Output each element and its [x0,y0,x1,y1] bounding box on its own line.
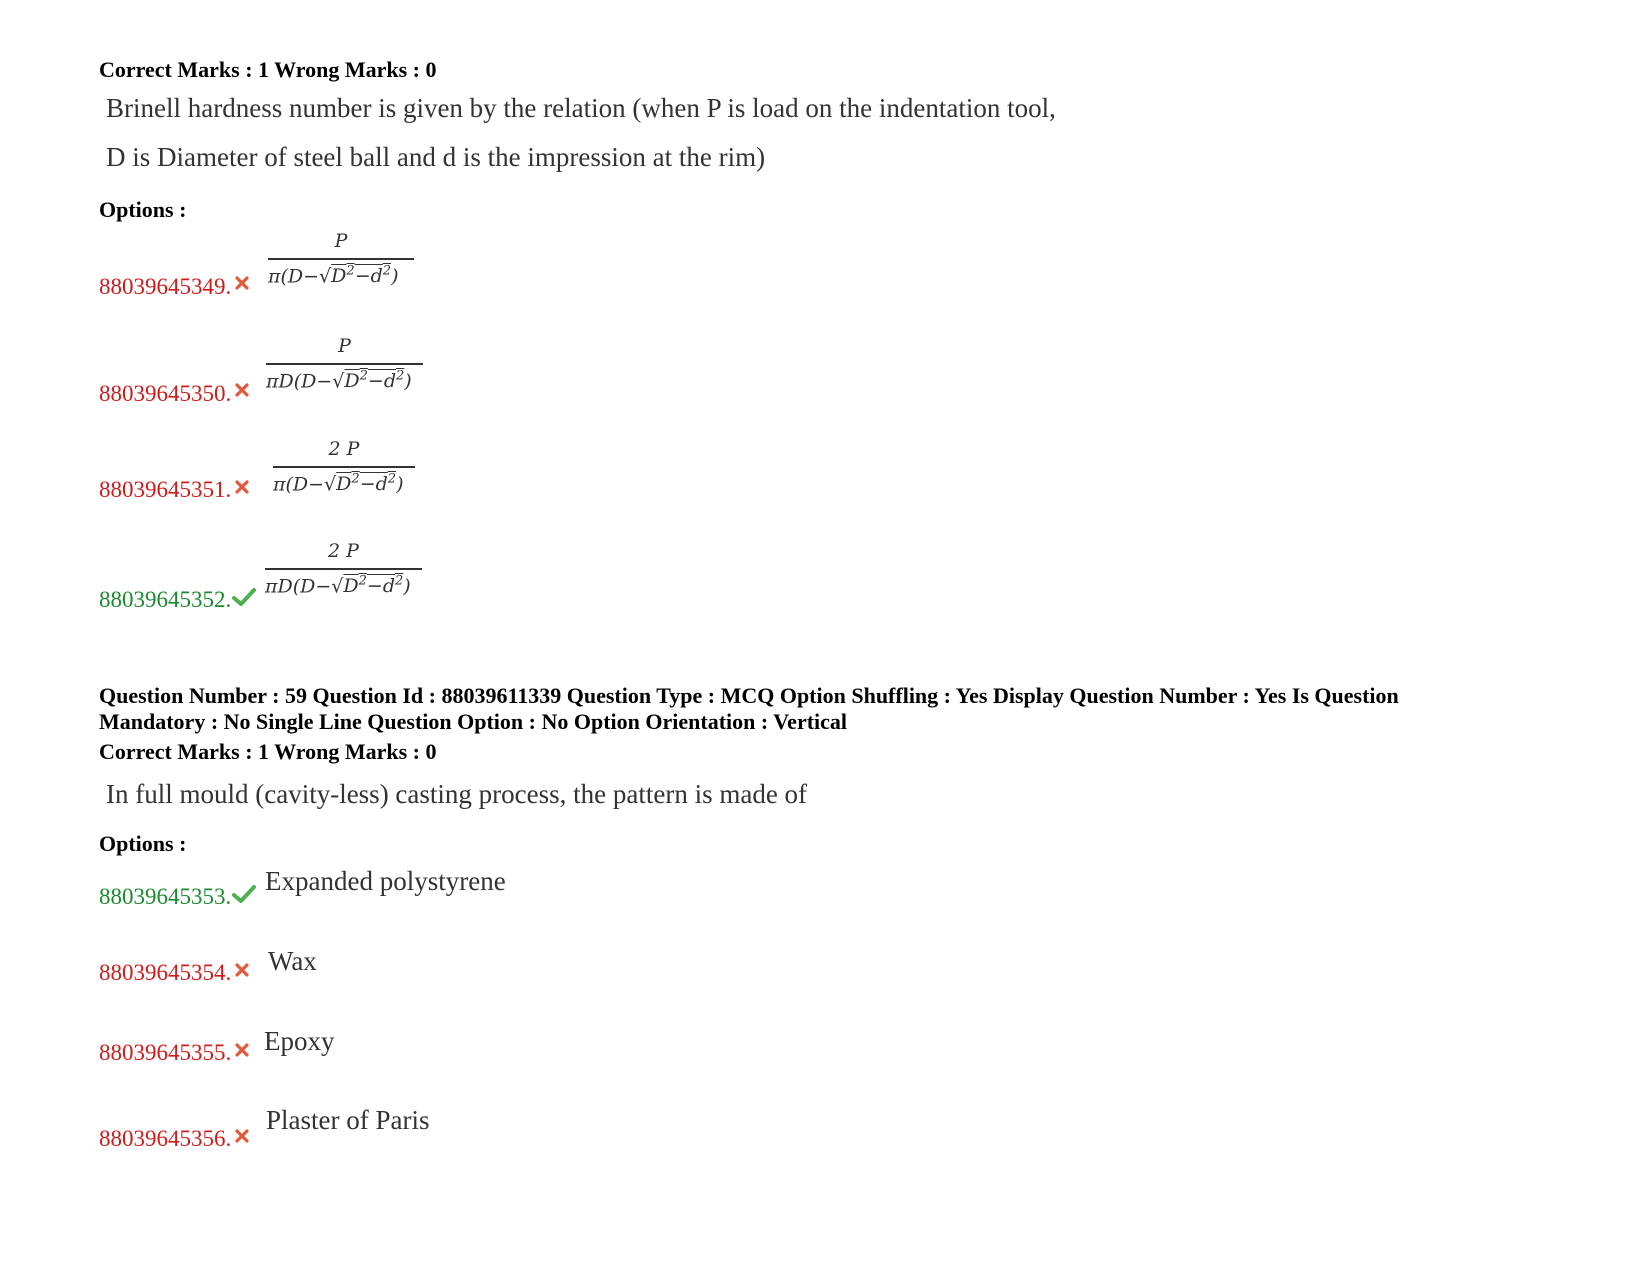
formula-numerator: P [334,230,348,252]
option-text: Expanded polystyrene [265,866,506,896]
option-id: 88039645350. [99,381,232,406]
option-formula: 2 P $\pi(D-√D^2-d^2)$ [273,438,415,500]
option-id: 88039645354. [99,960,232,985]
q58-text-line2: D is Diameter of steel ball and d is the impression at the rim) [106,142,766,172]
option-id: 88039645353. [99,884,232,909]
option-text: Plaster of Paris [266,1105,430,1135]
q59-marks: Correct Marks : 1 Wrong Marks : 0 [99,739,437,764]
option-text: Epoxy [264,1026,335,1056]
q58-marks: Correct Marks : 1 Wrong Marks : 0 [99,57,437,82]
formula-suffix: ) [391,265,399,288]
option-id: 88039645355. [99,1040,232,1065]
option-id: 88039645352. [99,587,232,612]
formula-numerator: P [338,335,351,357]
formula-numerator: 2 P [328,438,360,460]
option-id: 88039645356. [99,1126,232,1151]
option-text: Wax [268,946,317,976]
formula-suffix: ) [404,370,412,393]
formula-prefix: π(D−√ [268,265,332,288]
cross-icon [235,1129,249,1143]
option-formula: 2 P $\pi D(D-√D^2-d^2)$ [265,540,422,602]
formula-numerator: 2 P [328,540,359,562]
q59-header-line2: Mandatory : No Single Line Question Option : No Option Orientation : Vertical [99,709,848,734]
q58-options-label: Options : [99,197,187,222]
option-id: 88039645349. [99,274,232,299]
formula-prefix: πD(D−√ [265,575,344,598]
q59-text: In full mould (cavity-less) casting process, the pattern is made of [106,779,808,809]
q59-header-line1: Question Number : 59 Question Id : 88039611339 Question Type : MCQ Option Shuffling : Yes Display Question Number : Yes Is Question [99,683,1399,708]
formula-suffix: ) [403,575,411,598]
cross-icon [235,1043,249,1057]
formula-prefix: π(D−√ [273,473,337,496]
option-formula: P $\pi(D-√D^2-d^2)$ [268,230,414,292]
q58-text-line1: Brinell hardness number is given by the relation (when P is load on the indentation tool, [106,93,1056,123]
cross-icon [235,963,249,977]
cross-icon [235,383,249,397]
formula-prefix: πD(D−√ [266,370,345,393]
check-icon [232,884,256,904]
cross-icon [235,276,249,290]
check-icon [232,587,256,607]
option-formula: P $\pi D(D-√D^2-d^2)$ [266,335,423,397]
q59-options-label: Options : [99,831,187,856]
cross-icon [235,480,249,494]
formula-suffix: ) [396,473,404,496]
option-id: 88039645351. [99,477,232,502]
